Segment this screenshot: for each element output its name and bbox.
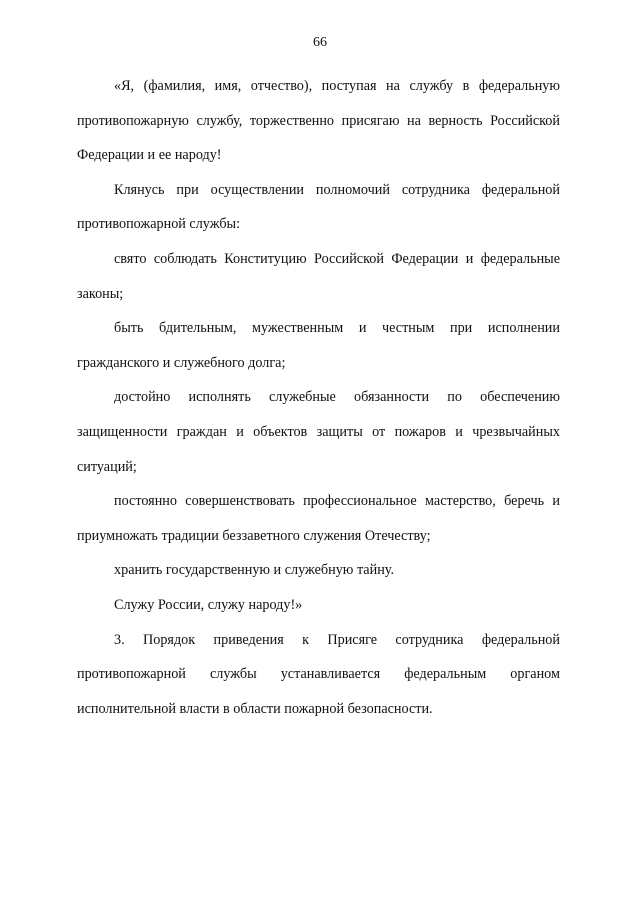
oath-paragraph-vow: Клянусь при осуществлении полномочий сотрудника федеральной противопожарной службы: bbox=[77, 181, 560, 233]
oath-item-mastery: постоянно совершенствовать профессиональное мастерство, беречь и приумножать традиции беззаветного служения Отечеству; bbox=[77, 493, 560, 544]
section-3-paragraph: 3. Порядок приведения к Присяге сотрудника федеральной противопожарной службы устанавливается федеральным органом исполнительной власти в области пожарной безопасности. bbox=[77, 631, 560, 717]
oath-paragraph-intro: «Я, (фамилия, имя, отчество), поступая на службу в федеральную противопожарную службу, торжественно присягаю на верность Российской Федерации и ее народу! bbox=[77, 78, 560, 164]
oath-item-duties: достойно исполнять служебные обязанности по обеспечению защищенности граждан и объектов защиты от пожаров и чрезвычайных ситуаций; bbox=[77, 389, 560, 475]
oath-item-vigilance: быть бдительным, мужественным и честным при исполнении гражданского и служебного долга; bbox=[77, 320, 560, 371]
oath-closing: Служу России, служу народу!» bbox=[114, 596, 303, 613]
oath-item-secrecy: хранить государственную и служебную тайну. bbox=[114, 562, 395, 579]
page-number: 66 bbox=[313, 35, 327, 50]
oath-item-constitution: свято соблюдать Конституцию Российской Федерации и федеральные законы; bbox=[77, 250, 560, 302]
document-body bbox=[77, 69, 560, 726]
